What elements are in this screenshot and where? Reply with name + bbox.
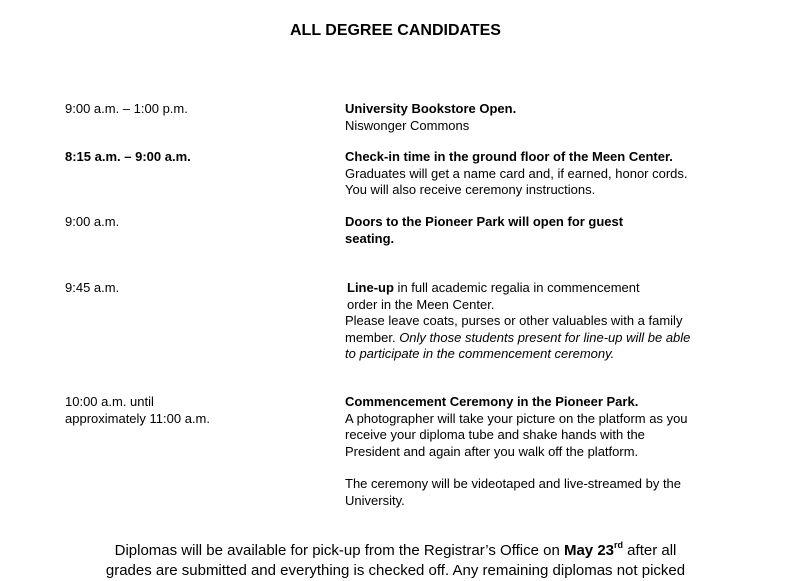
event-note: to participate in the commencement ceremony. [345, 346, 615, 361]
footer-text: after all [623, 542, 677, 559]
event-title: Commencement Ceremony in the Pioneer Park. [345, 394, 639, 409]
time-line: approximately 11:00 a.m. [65, 410, 210, 426]
event-detail: President and again after you walk off the platform. [345, 443, 639, 459]
schedule-desc-ceremony [345, 394, 745, 460]
schedule-desc-bookstore [345, 101, 745, 134]
event-title: seating. [345, 230, 395, 246]
event-title: Line-up [347, 280, 394, 295]
footer-line [0, 541, 791, 561]
event-detail-line [345, 330, 745, 347]
event-note: Only those students present for line-up will be able [399, 329, 691, 345]
footer-text: Diplomas will be available for pick-up from the Registrar’s Office on [114, 542, 564, 559]
time-line: 8:15 a.m. – 9:00 a.m. [65, 149, 191, 164]
pickup-date-suffix: rd [614, 540, 624, 550]
page-title: ALL DEGREE CANDIDATES [290, 22, 501, 39]
event-title: University Bookstore Open. [345, 101, 517, 116]
event-detail: University. [345, 492, 405, 508]
event-detail: receive your diploma tube and shake hands with the [345, 427, 645, 442]
time-line: 9:00 a.m. – 1:00 p.m. [65, 101, 188, 116]
schedule-time-doors [65, 214, 325, 231]
event-detail: Graduates will get a name card and, if earned, honor cords. [345, 165, 688, 181]
pickup-date-text: May 23 [563, 542, 615, 559]
footer-line: grades are submitted and everything is checked off. Any remaining diplomas not picked [105, 562, 686, 579]
time-line: 9:45 a.m. [65, 280, 120, 295]
schedule-desc-doors [345, 214, 745, 247]
schedule-time-checkin [65, 149, 325, 166]
event-detail: Please leave coats, purses or other valuables with a family [345, 313, 683, 328]
time-line: 10:00 a.m. until [65, 394, 154, 409]
schedule-desc-lineup [345, 280, 745, 363]
event-title: Check-in time in the ground floor of the Meen Center. [345, 149, 673, 164]
schedule-desc-ceremony-note [345, 476, 745, 509]
event-detail: Niswonger Commons [345, 117, 470, 133]
event-detail: The ceremony will be videotaped and live-streamed by the [345, 476, 682, 491]
schedule-desc-checkin [345, 149, 745, 199]
schedule-time-bookstore [65, 101, 325, 118]
event-detail-line [345, 280, 745, 297]
event-detail: member. [345, 329, 400, 345]
event-detail: order in the Meen Center. [347, 296, 495, 312]
event-title: Doors to the Pioneer Park will open for guest [345, 214, 624, 229]
event-detail: in full academic regalia in commencement [393, 280, 640, 295]
event-detail: A photographer will take your picture on the platform as you [345, 410, 688, 426]
schedule-time-lineup [65, 280, 325, 297]
schedule-time-ceremony [65, 394, 325, 427]
diploma-pickup-note [0, 541, 791, 581]
pickup-date [564, 542, 623, 559]
time-line: 9:00 a.m. [65, 214, 120, 229]
event-detail: You will also receive ceremony instructions. [345, 182, 596, 197]
